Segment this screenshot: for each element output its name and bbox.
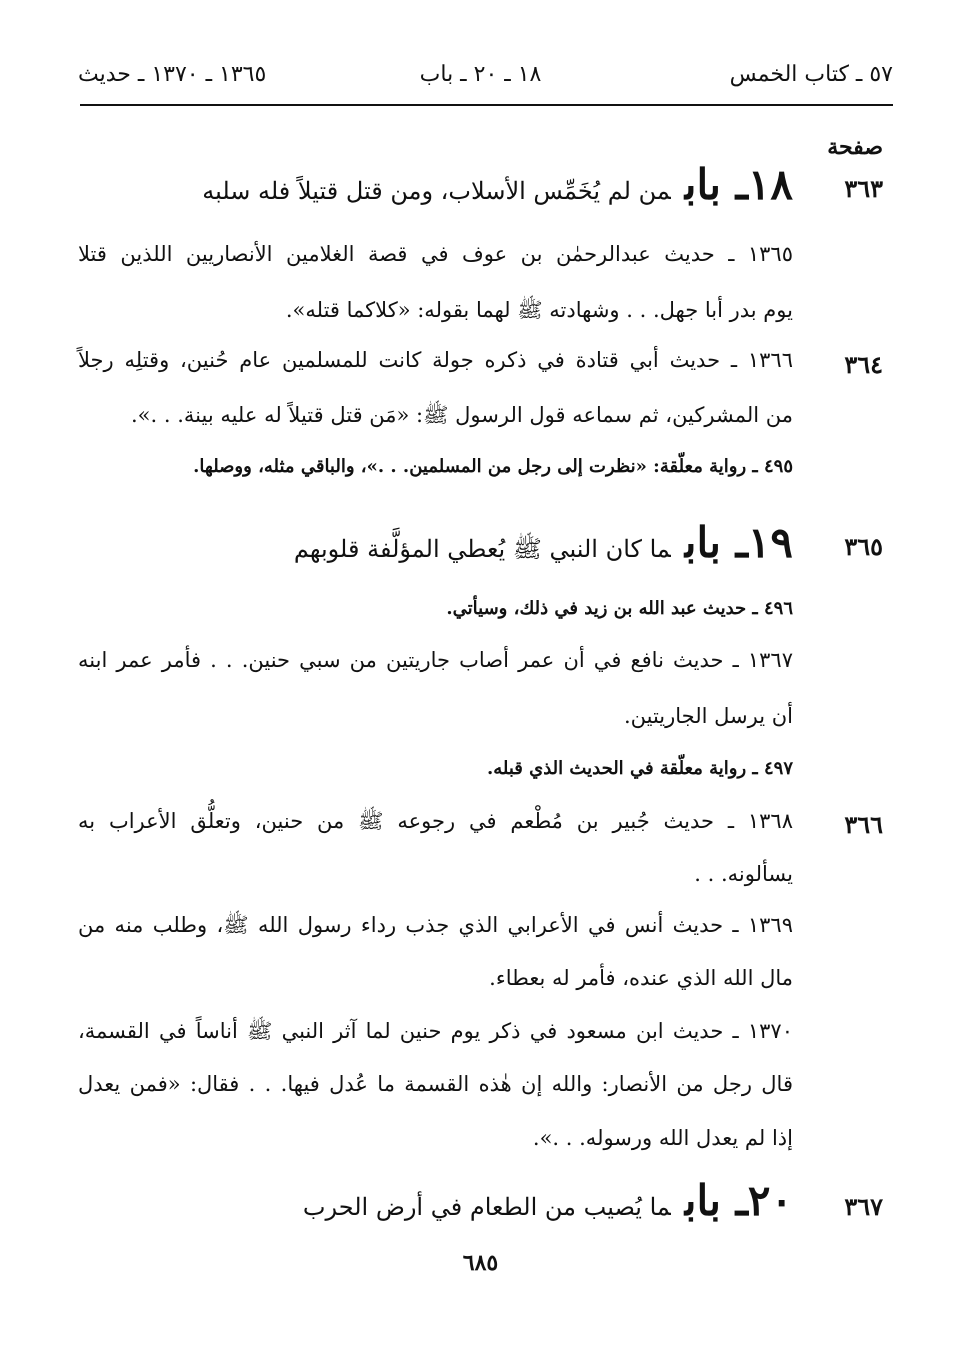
chapter-title: من لم يُخَمِّس الأسلاب، ومن قتل قتيلاً فله سلبه <box>202 177 671 205</box>
running-header-hadith-range: ١٣٦٥ ـ ١٣٧٠ ـ حديث <box>78 62 267 87</box>
chapter-number: ١٩ <box>747 518 793 567</box>
hadith-line: ١٣٦٩ ـ حديث أنس في الأعرابي الذي جذب رداء رسول الله ﷺ، وطلب منه من <box>78 913 793 937</box>
hadith-line: يوم بدر أبا جهل. . . وشهادته ﷺ لهما بقوله: «كلاكما قتله». <box>285 298 793 322</box>
page-ref: ٣٦٥ <box>844 532 883 561</box>
hadith-line: ١٣٦٦ ـ حديث أبي قتادة في ذكره جولة كانت للمسلمين عام حُنين، وقتلِه رجلاً <box>78 348 793 372</box>
hadith-line: ١٣٦٧ ـ حديث نافع في أن عمر أصاب جاريتين من سبي حنين. . . فأمر عمر ابنه <box>78 648 793 672</box>
hadith-line: ١٣٦٨ ـ حديث جُبير بن مُطْعم في رجوعه ﷺ من حنين، وتعلُّق الأعراب به <box>78 809 793 833</box>
chapter-word: ـ باب <box>684 518 748 567</box>
header-rule <box>80 104 893 106</box>
hadith-line: إذا لم يعدل الله ورسوله. . .». <box>532 1126 793 1150</box>
chapter-word: ـ باب <box>684 1176 748 1225</box>
hadith-line: مال الله الذي عنده، فأمر له بعطاء. <box>489 966 793 990</box>
page-number: ٦٨٥ <box>462 1250 499 1276</box>
page-column-label: صفحة <box>827 134 883 160</box>
chapter-heading <box>294 518 793 569</box>
riwaya-note: ٤٩٦ ـ حديث عبد الله بن زيد في ذلك، وسيأتي. <box>446 598 793 619</box>
hadith-line: يسألونه. . . <box>694 862 793 886</box>
page-ref: ٣٦٤ <box>844 350 883 379</box>
chapter-title: ما يُصيب من الطعام في أرض الحرب <box>302 1193 671 1221</box>
riwaya-note: ٤٩٥ ـ رواية معلّقة: «نظرت إلى رجل من المسلمين. . .»، والباقي مثله، ووصلها. <box>193 456 793 477</box>
hadith-line: قال رجل من الأنصار: والله إن هٰذه القسمة ما عُدل فيها. . . فقال: «فمن يعدل <box>78 1072 793 1096</box>
hadith-line: أن يرسل الجاريتين. <box>623 704 793 728</box>
hadith-line: ١٣٧٠ ـ حديث ابن مسعود في ذكر يوم حنين لما آثر النبي ﷺ أناساً في القسمة، <box>78 1019 793 1043</box>
chapter-number: ١٨ <box>747 160 793 209</box>
chapter-heading <box>303 1176 793 1225</box>
chapter-number: ٢٠ <box>747 1176 793 1225</box>
hadith-line: من المشركين، ثم سماعه قول الرسول ﷺ: «مَن قتل قتيلاً له عليه بينة. . .». <box>130 403 793 427</box>
chapter-heading <box>202 160 793 209</box>
riwaya-note: ٤٩٧ ـ رواية معلّقة في الحديث الذي قبله. <box>486 758 793 779</box>
running-header-chapter: ٥٧ ـ كتاب الخمس <box>729 62 893 87</box>
chapter-title: ما كان النبي ﷺ يُعطي المؤلَّفة قلوبهم <box>293 535 671 563</box>
hadith-line: ١٣٦٥ ـ حديث عبدالرحمٰن بن عوف في قصة الغلامين الأنصاريين اللذين قتلا <box>78 242 793 266</box>
page-ref: ٣٦٣ <box>844 174 883 203</box>
page-ref: ٣٦٦ <box>844 810 883 839</box>
running-header-chapters: ١٨ ـ ٢٠ ـ باب <box>419 62 542 87</box>
chapter-word: ـ باب <box>684 160 748 209</box>
page-ref: ٣٦٧ <box>844 1192 883 1221</box>
